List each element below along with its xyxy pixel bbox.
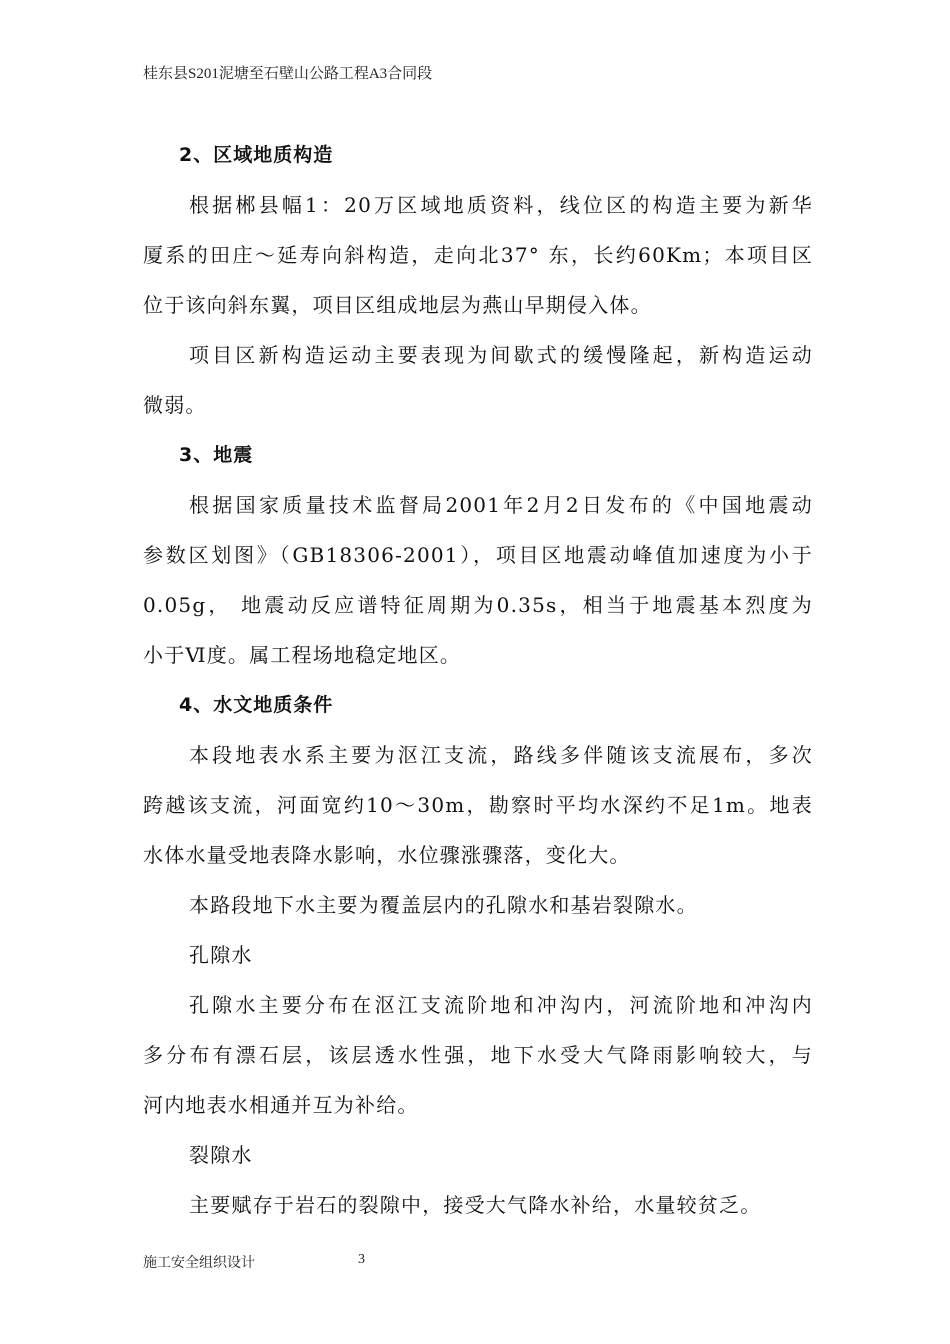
paragraph-line: 0.05g， 地震动反应谱特征周期为0.35s，相当于地震基本烈度为 (143, 593, 813, 617)
paragraph-line: 本段地表水系主要为沤江支流，路线多伴随该支流展布，多次 (189, 743, 813, 767)
paragraph-line: 根据郴县幅1：20万区域地质资料，线位区的构造主要为新华 (189, 193, 813, 217)
paragraph-line: 多分布有漂石层，该层透水性强，地下水受大气降雨影响较大，与 (143, 1043, 813, 1067)
paragraph-line: 厦系的田庄～延寿向斜构造，走向北37° 东，长约60Km；本项目区 (143, 243, 813, 267)
paragraph-line: 根据国家质量技术监督局2001年2月2日发布的《中国地震动 (189, 493, 813, 517)
paragraph-line: 河内地表水相通并互为补给。 (143, 1093, 419, 1117)
section-heading-earthquake: 3、地震 (179, 444, 254, 466)
paragraph-line: 位于该向斜东翼，项目区组成地层为燕山早期侵入体。 (143, 293, 652, 317)
page-header: 桂东县S201泥塘至石壁山公路工程A3合同段 (143, 66, 433, 82)
header-rule (143, 91, 807, 92)
paragraph-line: 孔隙水主要分布在沤江支流阶地和冲沟内，河流阶地和冲沟内 (189, 993, 813, 1017)
section-heading-geology: 2、区域地质构造 (179, 144, 334, 166)
paragraph-line: 小于Ⅵ度。属工程场地稳定地区。 (143, 643, 462, 667)
paragraph-line: 主要赋存于岩石的裂隙中，接受大气降水补给，水量较贫乏。 (189, 1193, 762, 1217)
footer-doc-title: 施工安全组织设计 (143, 1256, 255, 1271)
paragraph-line: 参数区划图》（GB18306-2001），项目区地震动峰值加速度为小于 (143, 543, 813, 567)
paragraph-line: 本路段地下水主要为覆盖层内的孔隙水和基岩裂隙水。 (189, 893, 698, 917)
subheading-fissure-water: 裂隙水 (189, 1143, 253, 1167)
paragraph-line: 微弱。 (143, 393, 207, 417)
section-heading-hydrogeology: 4、水文地质条件 (179, 694, 334, 716)
paragraph-line: 项目区新构造运动主要表现为间歇式的缓慢隆起，新构造运动 (189, 343, 813, 367)
paragraph-line: 跨越该支流，河面宽约10～30m，勘察时平均水深约不足1m。地表 (143, 793, 813, 817)
subheading-pore-water: 孔隙水 (189, 943, 253, 967)
paragraph-line: 水体水量受地表降水影响，水位骤涨骤落，变化大。 (143, 843, 631, 867)
document-body (143, 130, 813, 1230)
footer-page-number: 3 (358, 1252, 365, 1267)
